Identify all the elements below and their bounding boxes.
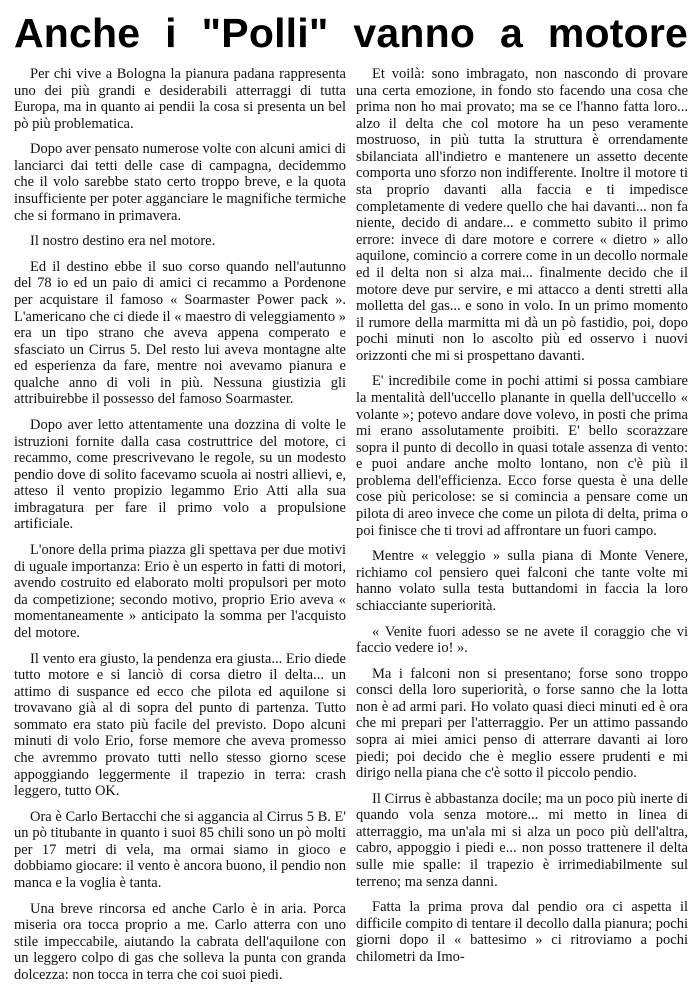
article-title: Anche i "Polli" vanno a motore	[14, 10, 688, 56]
paragraph: Ora è Carlo Bertacchi che si aggancia al Cirrus 5 B. E' un pò titubante in quanto i suoi 85 chili sono un pò molti per 17 metri di vela, ma ormai siamo in gioco e dobbiamo giocare: il vento è ancora buono, il pendio non manca e la voglia è tanta.	[14, 808, 346, 892]
paragraph: L'onore della prima piazza gli spettava per due motivi di uguale importanza: Erio è un esperto in fatti di motori, avendo costruito ed elaborato molti propulsori per moto da competizione; secondo motivo, proprio Erio aveva « momentaneamente » anticipato la somma per l'acquisto del motore.	[14, 542, 346, 641]
text-column-left	[14, 66, 346, 983]
paragraph: Ma i falconi non si presentano; forse sono troppo consci della loro superiorità, o forse sanno che la lotta non è ad armi pari. Ho volato quasi dieci minuti ed è ora che mi prepari per l'atterraggio. Per un attimo passando sopra ai miei amici penso di atterrare davanti ai loro piedi; poi decido che è meglio essere prudenti e mi dirigo nella piana che c'è sotto il piccolo pendio.	[356, 665, 688, 782]
article-body	[14, 66, 688, 983]
paragraph: Una breve rincorsa ed anche Carlo è in aria. Porca miseria ora tocca proprio a me. Carlo atterra con uno stile impeccabile, aiutando la cabrata dell'aquilone con un leggero colpo di gas che solleva la punta con granda dolcezza: non tocca in terra che coi suoi piedi.	[14, 900, 346, 983]
paragraph: E' incredibile come in pochi attimi si possa cambiare la mentalità dell'uccello planante in quella dell'uccello « volante »; potevo andare dove volevo, in posti che prima mi erano assolutamente proibiti. E' bello scorazzare sopra il punto di decollo in quasi totale assenza di vento: e puoi andare anche molto lontano, non c'è più il problema dell'efficienza. Ecco forse questa è una delle cose più pericolose: se si comincia a pensare come un pilota di areo invece che come un pilota di delta, prima o poi finisce che ti trovi ad affrontare un fuori campo.	[356, 373, 688, 539]
paragraph: Fatta la prima prova dal pendio ora ci aspetta il difficile compito di tentare il decollo dalla pianura; pochi giorni dopo il « battesimo » ci ritroviamo a pochi chilometri da Imo-	[356, 899, 688, 965]
text-column-right	[356, 66, 688, 983]
paragraph: Il nostro destino era nel motore.	[30, 233, 216, 250]
paragraph: Dopo aver pensato numerose volte con alcuni amici di lanciarci dai tetti delle case di campagna, decidemmo che il volo sarebbe stato certo troppo breve, e la quota insufficiente per poter agganciare le magnifiche termiche che si formano in primavera.	[14, 141, 346, 224]
paragraph: Et voilà: sono imbragato, non nascondo di provare una certa emozione, in fondo sto facendo una cosa che prima non ho mai provato; ma se ce l'hanno fatta loro... alzo il delta che col motore ha un peso veramente mostruoso, in più tutta la struttura è orrendamente sbilanciata all'indietro e mantenere un assetto decente comporta uno sforzo non indifferente. Inoltre il motore ti sta proprio davanti alla faccia e ti impedisce completamente di vedere quello che hai davanti... non fa niente, decido di andare... e commetto subito il primo errore: invece di dare motore e correre « dietro » allo aquilone, comincio a correre come in un decollo normale ed il delta non si alza mai... finalmente decido che il motore deve pur servire, e mi attacco a denti stretti alla molletta del gas... e sono in volo. In un primo momento il rumore della marmitta mi dà un pò fastidio, poi, dopo pochi minuti non lo ascolto più ed osservo i nuovi orizzonti che mi si prospettano davanti.	[356, 66, 688, 364]
paragraph: Il Cirrus è abbastanza docile; ma un poco più inerte di quando vola senza motore... mi metto in linea di atterraggio, ma un'ala mi si alza un poco più dell'altra, cabro, appoggio i piedi e... non posso trattenere il delta sulle mie spalle: il trapezio è irrimediabilmente sul terreno; ma senza danni.	[356, 790, 688, 890]
paragraph: Per chi vive a Bologna la pianura padana rappresenta uno dei più grandi e desiderabili atterraggi di tutta Europa, ma in quanto ai pendii la cosa si presenta un bel pò più problematica.	[14, 66, 346, 132]
paragraph: « Venite fuori adesso se ne avete il coraggio che vi faccio vedere io! ».	[356, 623, 688, 657]
paragraph: Mentre « veleggio » sulla piana di Monte Venere, richiamo col pensiero quei falconi che tante volte mi hanno volato sulla testa buttandomi in faccia la loro schiacciante superiorità.	[356, 548, 688, 614]
paragraph: Ed il destino ebbe il suo corso quando nell'autunno del 78 io ed un paio di amici ci recammo a Pordenone per acquistare il famoso « Soarmaster Power pack ». L'americano che ci diede il « maestro di veleggiamento » era un tipo strano che aveva appena comperato e sfasciato un Cirrus 5. Del resto lui aveva montagne alte ed esperienza da fare, mentre noi avevamo pianura e qualche anno di voli in più. Nessuna giustizia gli attribuirebbe il possesso del famoso Soarmaster.	[14, 258, 346, 408]
paragraph: Dopo aver letto attentamente una dozzina di volte le istruzioni fornite dalla casa costruttrice del motore, ci recammo, come prescrivevano le regole, su un modesto pendio dove di solito facevamo scuola ai nostri allievi, e, atteso il vento propizio legammo Erio Atti alla sua imbragatura per fare il primo volo a propulsione artificiale.	[14, 416, 346, 533]
paragraph: Il vento era giusto, la pendenza era giusta... Erio diede tutto motore e si lanciò di corsa dietro il delta... un attimo di suspance ed ecco che pilota ed aquilone si trovavano già al di sopra del punto di partenza. Tutto sommato era stato più facile del previsto. Dopo alcuni minuti di volo Erio, forse memore che aveva promesso che avremmo provato tutti nello stesso giorno scese appoggiando leggermente il trapezio in terra: crash leggero, tutto OK.	[14, 650, 346, 800]
